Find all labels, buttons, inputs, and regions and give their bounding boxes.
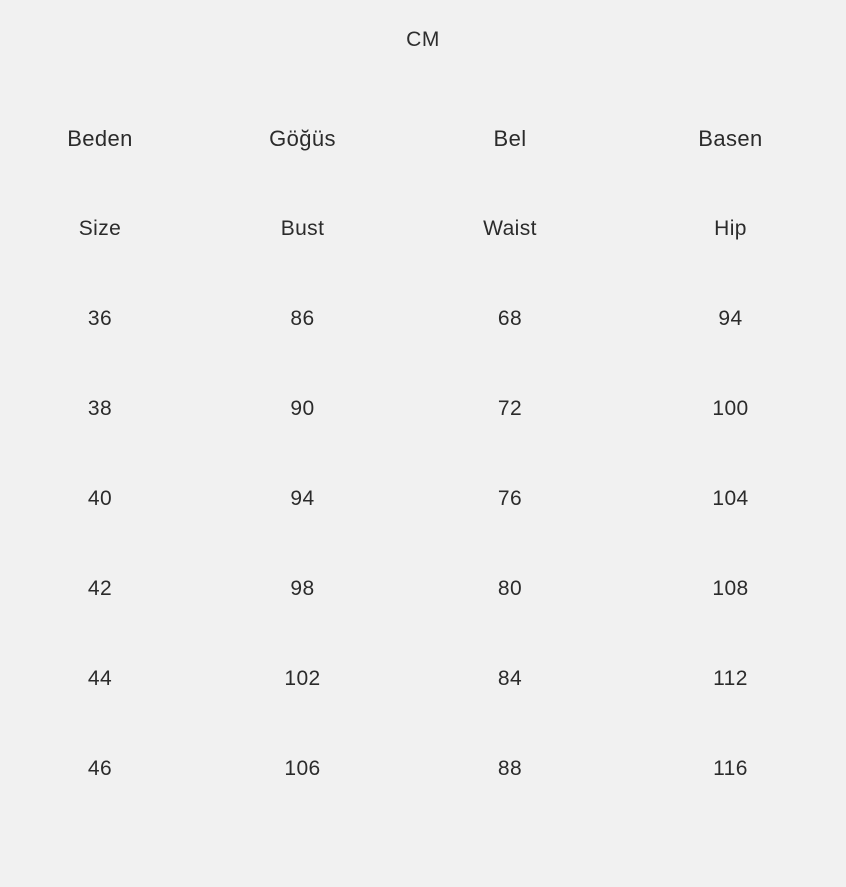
column-header-bust-tr: Göğüs <box>269 126 336 151</box>
cell-size: 46 <box>87 757 113 780</box>
cell-size: 36 <box>87 307 113 330</box>
column-header-waist-tr: Bel <box>493 126 527 151</box>
cell-waist: 76 <box>497 487 523 510</box>
cell-size: 38 <box>87 397 113 420</box>
cell-size: 44 <box>87 667 113 690</box>
column-header-hip-en: Hip <box>714 217 747 240</box>
cell-bust: 106 <box>284 757 321 780</box>
table-row <box>0 724 846 814</box>
column-header-size-en: Size <box>78 217 122 240</box>
table-row <box>0 274 846 364</box>
cell-waist: 84 <box>497 667 523 690</box>
cell-hip: 112 <box>713 667 748 690</box>
cell-hip: 108 <box>712 577 749 600</box>
table-row <box>0 364 846 454</box>
cell-bust: 102 <box>284 667 321 690</box>
cell-size: 42 <box>87 577 113 600</box>
unit-label: CM <box>406 28 440 51</box>
column-header-hip-tr: Basen <box>698 126 763 151</box>
cell-hip: 104 <box>712 487 749 510</box>
column-header-waist-en: Waist <box>483 217 537 240</box>
table-header-row-en <box>0 184 846 274</box>
table-row <box>0 544 846 634</box>
cell-hip: 116 <box>713 757 748 780</box>
cell-waist: 72 <box>497 397 523 420</box>
cell-hip: 100 <box>712 397 749 420</box>
cell-bust: 94 <box>290 487 315 510</box>
cell-waist: 80 <box>497 577 523 600</box>
cell-waist: 88 <box>497 757 523 780</box>
table-header-row-tr <box>0 94 846 184</box>
cell-hip: 94 <box>718 307 743 330</box>
column-header-bust-en: Bust <box>280 217 325 240</box>
cell-bust: 86 <box>290 307 315 330</box>
size-table <box>0 94 846 814</box>
column-header-size-tr: Beden <box>67 126 133 151</box>
cell-waist: 68 <box>497 307 523 330</box>
table-row <box>0 634 846 724</box>
cell-size: 40 <box>87 487 113 510</box>
cell-bust: 98 <box>290 577 315 600</box>
table-row <box>0 454 846 544</box>
cell-bust: 90 <box>290 397 315 420</box>
